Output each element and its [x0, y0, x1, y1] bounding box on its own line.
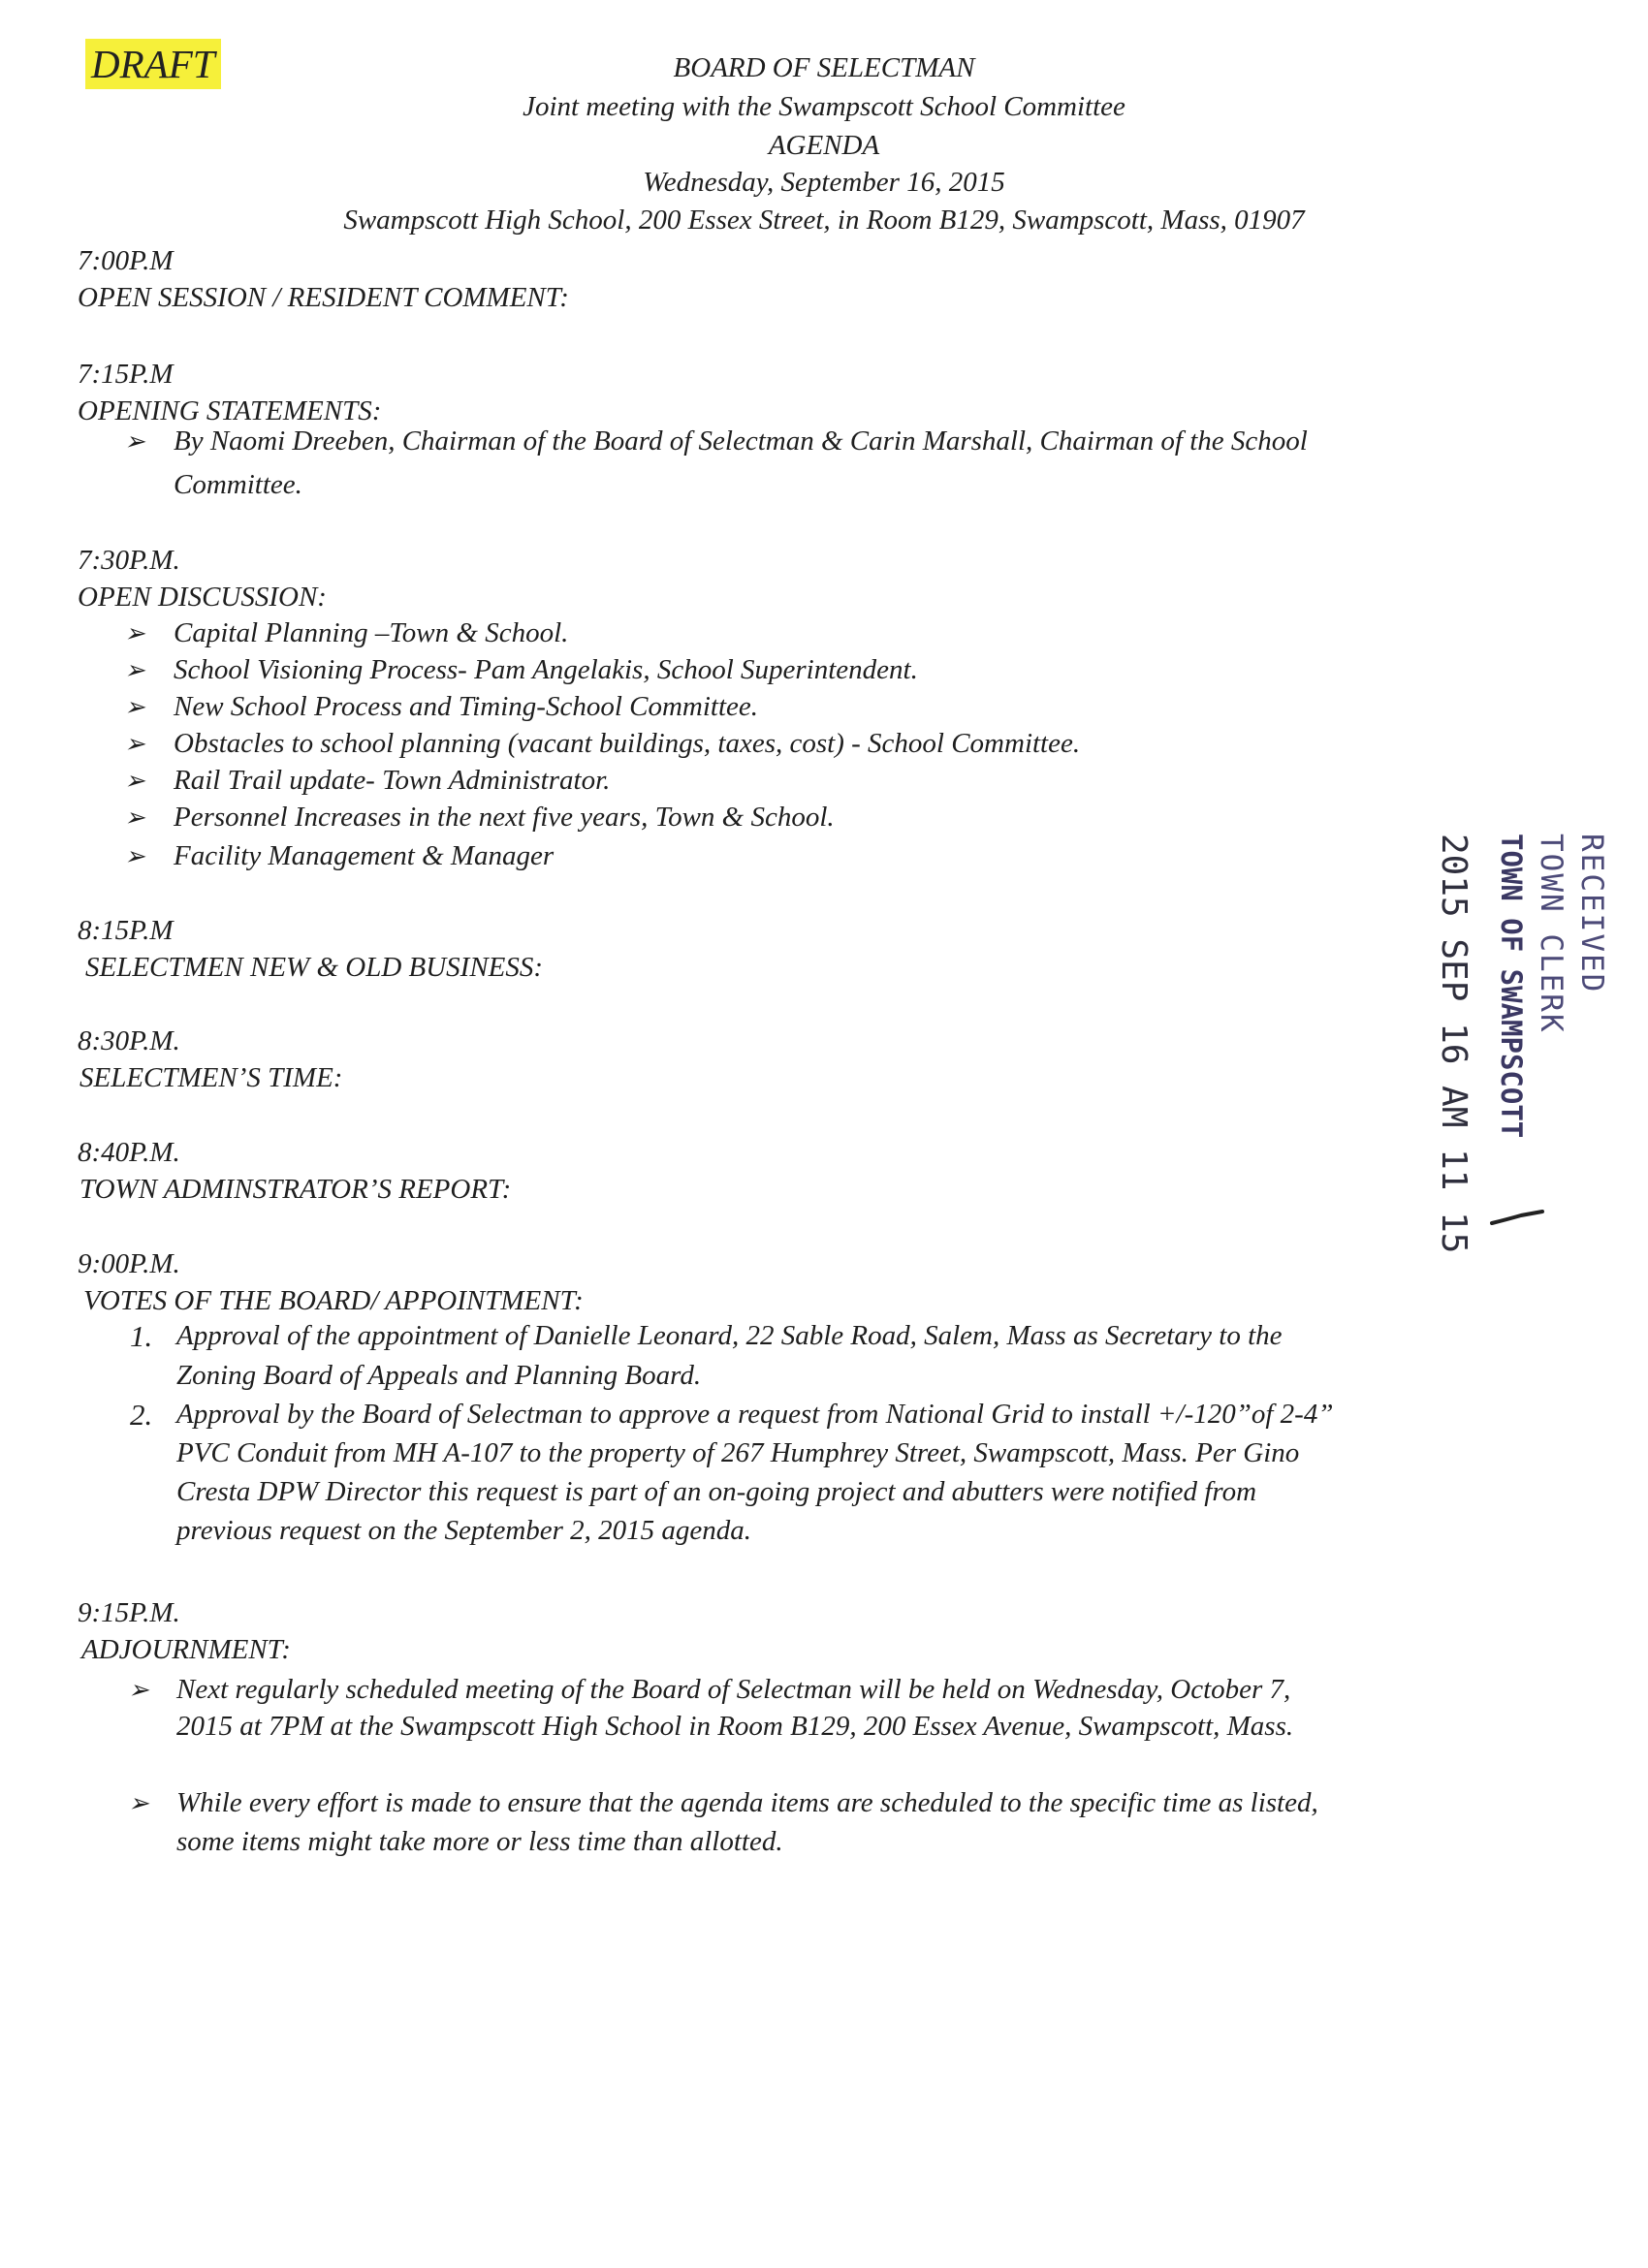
list-item: Approval by the Board of Selectman to approve a request from National Grid to install +/-120”of 2-4”	[176, 1399, 1334, 1430]
list-item-continuation: Zoning Board of Appeals and Planning Board.	[176, 1360, 702, 1391]
section-time: 7:00P.M	[78, 245, 174, 276]
section-time: 8:15P.M	[78, 915, 174, 946]
section-time: 8:30P.M.	[78, 1025, 180, 1056]
bullet-arrow-icon: ➢	[124, 730, 145, 758]
list-number: 2.	[130, 1398, 153, 1432]
bullet-arrow-icon: ➢	[124, 693, 145, 721]
received-stamp	[1280, 834, 1609, 1254]
draft-label: DRAFT	[85, 39, 221, 89]
section-title: OPENING STATEMENTS:	[78, 395, 382, 426]
section-time: 8:40P.M.	[78, 1137, 180, 1168]
list-item: Obstacles to school planning (vacant buildings, taxes, cost) - School Committee.	[174, 728, 1081, 759]
bullet-arrow-icon: ➢	[124, 656, 145, 684]
meeting-date: Wednesday, September 16, 2015	[643, 167, 1005, 198]
stamp-town-clerk: TOWN CLERK	[1534, 834, 1569, 1034]
stamp-town-name: TOWN OF SWAMPSCOTT	[1495, 834, 1528, 1139]
section-title: ADJOURNMENT:	[81, 1634, 291, 1665]
list-number: 1.	[130, 1319, 153, 1353]
section-title: OPEN DISCUSSION:	[78, 582, 327, 613]
board-title: BOARD OF SELECTMAN	[673, 52, 975, 83]
bullet-arrow-icon: ➢	[124, 842, 145, 870]
section-title: SELECTMEN’S TIME:	[79, 1062, 343, 1093]
list-item: While every effort is made to ensure that the agenda items are scheduled to the specific time as listed,	[176, 1787, 1318, 1818]
section-title: SELECTMEN NEW & OLD BUSINESS:	[85, 952, 544, 983]
list-item-continuation: PVC Conduit from MH A-107 to the property of 267 Humphrey Street, Swampscott, Mass. Per Gino	[176, 1437, 1300, 1468]
list-item: Approval of the appointment of Danielle Leonard, 22 Sable Road, Salem, Mass as Secretary to the	[176, 1320, 1283, 1351]
section-time: 7:30P.M.	[78, 545, 180, 576]
bullet-arrow-icon: ➢	[124, 767, 145, 795]
bullet-arrow-icon: ➢	[124, 427, 145, 456]
list-item: New School Process and Timing-School Committee.	[174, 691, 759, 722]
section-title: VOTES OF THE BOARD/ APPOINTMENT:	[83, 1285, 584, 1316]
list-item: Next regularly scheduled meeting of the Board of Selectman will be held on Wednesday, October 7,	[176, 1674, 1291, 1705]
bullet-arrow-icon: ➢	[128, 1676, 149, 1704]
bullet-arrow-icon: ➢	[124, 619, 145, 647]
bullet-arrow-icon: ➢	[128, 1789, 149, 1817]
meeting-location: Swampscott High School, 200 Essex Street, in Room B129, Swampscott, Mass, 01907	[343, 205, 1305, 236]
list-item: Facility Management & Manager	[174, 840, 555, 871]
section-title: TOWN ADMINSTRATOR’S REPORT:	[79, 1174, 512, 1205]
section-time: 9:00P.M.	[78, 1248, 180, 1279]
section-time: 9:15P.M.	[78, 1597, 180, 1628]
list-item: School Visioning Process- Pam Angelakis, School Superintendent.	[174, 654, 918, 685]
list-item: By Naomi Dreeben, Chairman of the Board of Selectman & Carin Marshall, Chairman of the School	[174, 425, 1308, 457]
section-time: 7:15P.M	[78, 359, 174, 390]
list-item-continuation: 2015 at 7PM at the Swampscott High School in Room B129, 200 Essex Avenue, Swampscott, Mass.	[176, 1711, 1294, 1742]
list-item-continuation: some items might take more or less time than allotted.	[176, 1826, 783, 1857]
agenda-heading: AGENDA	[768, 130, 880, 161]
list-item: Rail Trail update- Town Administrator.	[174, 765, 611, 796]
list-item: Capital Planning –Town & School.	[174, 617, 569, 648]
list-item-continuation: previous request on the September 2, 2015 agenda.	[176, 1515, 752, 1546]
bullet-arrow-icon: ➢	[124, 803, 145, 832]
section-title: OPEN SESSION / RESIDENT COMMENT:	[78, 282, 569, 313]
pen-mark	[1488, 1202, 1546, 1231]
meeting-subtitle: Joint meeting with the Swampscott School Committee	[523, 91, 1125, 122]
stamp-date: 2015 SEP 16 AM 11 15	[1434, 834, 1474, 1254]
stamp-received: RECEIVED	[1574, 834, 1609, 994]
list-item-continuation: Committee.	[174, 469, 302, 500]
list-item: Personnel Increases in the next five years, Town & School.	[174, 802, 835, 833]
list-item-continuation: Cresta DPW Director this request is part of an on-going project and abutters were notified from	[176, 1476, 1257, 1507]
